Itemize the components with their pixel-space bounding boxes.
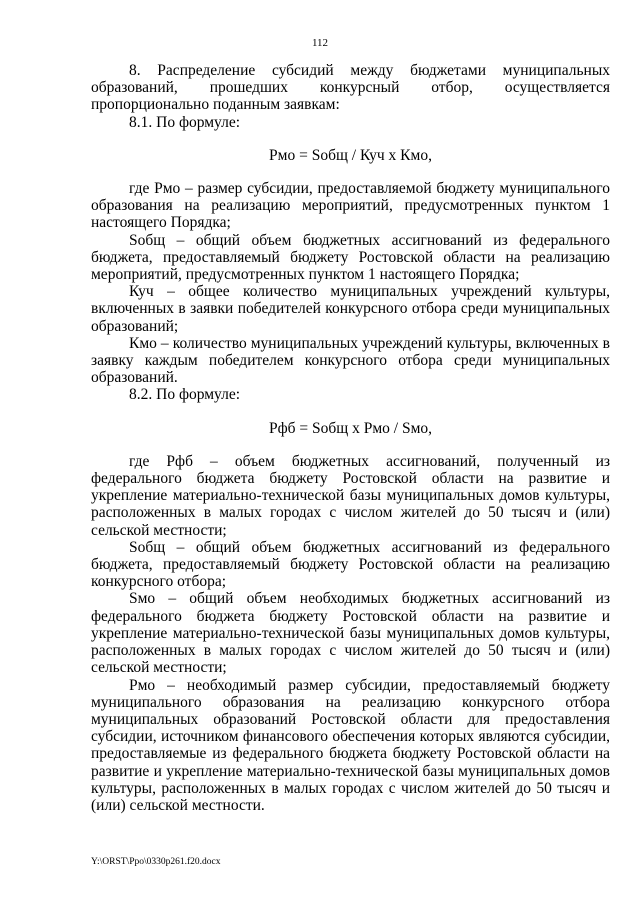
definition-rmo: где Рмо – размер субсидии, предоставляемой бюджету муниципального образования на реализацию мероприятий, предусмотренных пунктом 1 настоящего Порядка; [91,180,610,232]
definition-rmo-2: Рмо – необходимый размер субсидии, предоставляемый бюджету муниципального образования на реализацию конкурсного отбора муниципальных образований Ростовской области для предоставления субсидии, источником финансового обеспечения которых являются субсидии, предоставляемые из федерального бюджета бюджету Ростовской области на развитие и укрепление материально-технической базы муниципальных домов культуры, расположенных в малых городах с числом жителей до 50 тысяч и (или) сельской местности. [91,676,610,814]
formula-rfb: Рфб = Sобщ х Рмо / Sмо, [268,419,433,437]
definition-sobsh-2: Sобщ – общий объем бюджетных ассигнований из федерального бюджета, предоставляемый бюджету Ростовской области на реализацию конкурсного отбора; [91,538,610,591]
footer-file-path: Y:\ORST\Ppo\0330p261.f20.docx [91,857,221,867]
definition-kmo: Кмо – количество муниципальных учреждений культуры, включенных в заявку каждым победителем конкурсного отбора среди муниципальных образований. [91,334,610,387]
page-number: 112 [311,37,329,49]
definition-smo: Sмо – общий объем необходимых бюджетных ассигнований из федерального бюджета бюджету Ростовской области на развитие и укрепление материально-технической базы муниципальных домов культуры, расположенных в малых городах с числом жителей до 50 тысяч и (или) сельской местности; [91,590,610,677]
paragraph-8: 8. Распределение субсидий между бюджетами муниципальных образований, прошедших конкурсный отбор, осуществляется пропорционально поданным заявкам: [91,62,610,114]
definition-sobsh: Sобщ – общий объем бюджетных ассигнований из федерального бюджета, предоставляемый бюджету Ростовской области на реализацию мероприятий, предусмотренных пунктом 1 настоящего Порядка; [91,231,610,284]
paragraph-8-1: 8.1. По формуле: [129,113,241,131]
document-body [91,62,610,814]
paragraph-8-2: 8.2. По формуле: [129,386,241,404]
definition-rfb: где Рфб – объем бюджетных ассигнований, полученный из федерального бюджета бюджету Ростовской области на развитие и укрепление материально-технической базы муниципальных домов культуры, расположенных в малых городах с числом жителей до 50 тысяч и (или) сельской местности; [91,452,610,539]
formula-rmo: Рмо = Sобщ / Куч х Кмо, [269,146,432,164]
definition-kuch: Куч – общее количество муниципальных учреждений культуры, включенных в заявки победителей конкурсного отбора среди муниципальных образований; [91,283,610,335]
